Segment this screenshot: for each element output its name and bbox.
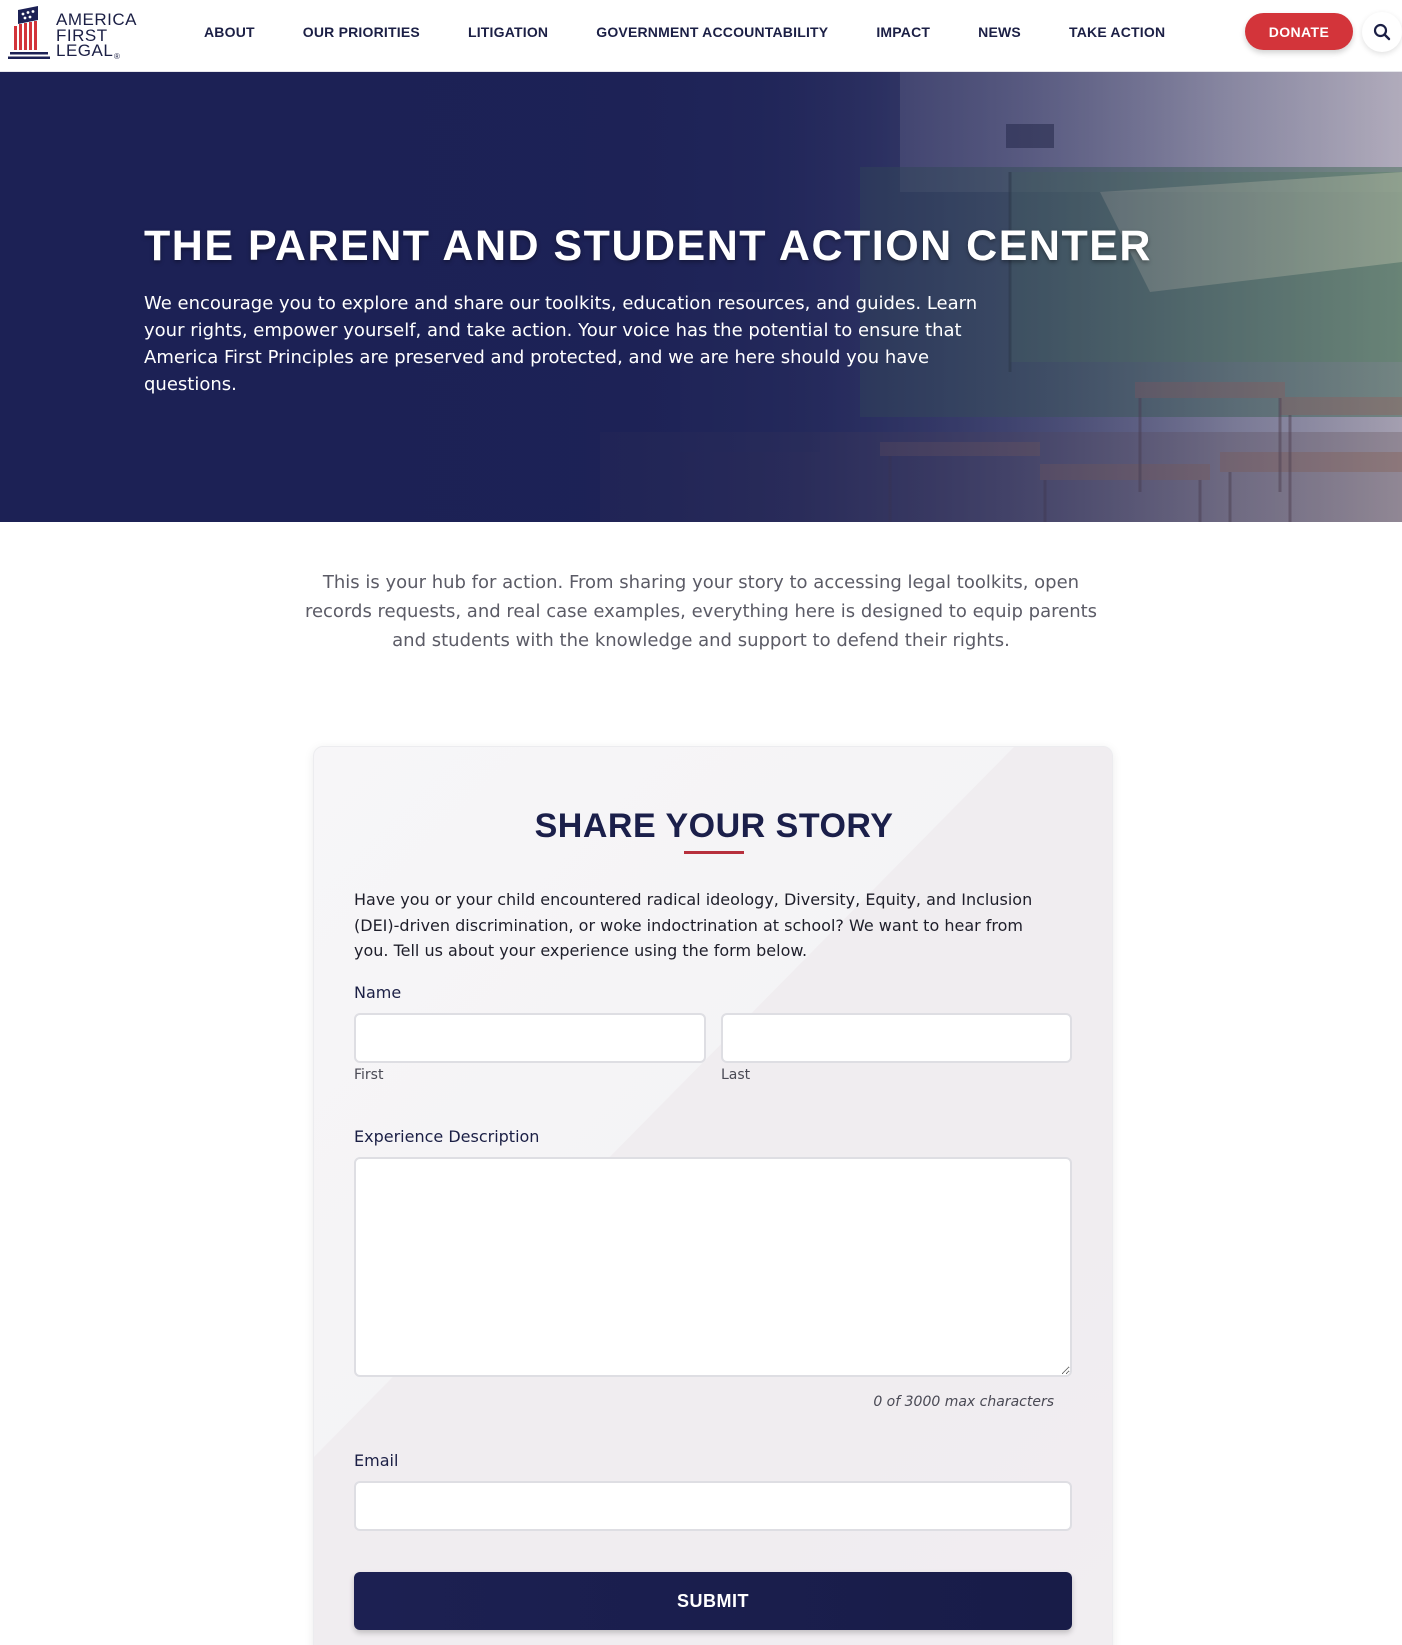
last-name-sublabel: Last xyxy=(721,1067,751,1083)
email-input[interactable] xyxy=(354,1481,1072,1531)
first-name-input[interactable] xyxy=(354,1013,706,1063)
email-label: Email xyxy=(354,1451,399,1470)
form-description: Have you or your child encountered radical ideology, Diversity, Equity, and Inclusion (DEI)-driven discrimination, or woke indoctrination at school? We want to hear from you. Tell us about your experience using the form below. xyxy=(354,890,1033,960)
intro-text: This is your hub for action. From sharing your story to accessing legal toolkits, open records requests, and real case examples, everything here is designed to equip parents and students with the knowledge and support to defend their rights. xyxy=(304,572,1098,651)
character-counter: 0 of 3000 max characters xyxy=(873,1394,1054,1410)
nav-item-our-priorities[interactable]: OUR PRIORITIES xyxy=(302,24,420,40)
donate-button[interactable]: DONATE xyxy=(1245,13,1353,50)
nav-item-take-action[interactable]: TAKE ACTION xyxy=(1068,24,1166,40)
submit-button[interactable]: SUBMIT xyxy=(354,1572,1072,1630)
experience-label: Experience Description xyxy=(354,1127,540,1146)
nav-item-news[interactable]: NEWS xyxy=(978,24,1021,40)
registered-mark: ® xyxy=(114,52,120,61)
logo-line-2: FIRST xyxy=(56,25,108,45)
hero-title: THE PARENT AND STUDENT ACTION CENTER xyxy=(144,222,1152,270)
share-story-form-card xyxy=(313,746,1113,1645)
site-header xyxy=(0,0,1402,72)
experience-description-textarea[interactable] xyxy=(354,1157,1072,1377)
search-icon xyxy=(1373,23,1391,41)
nav-item-about[interactable]: ABOUT xyxy=(204,24,255,40)
nav-item-litigation[interactable]: LITIGATION xyxy=(467,24,549,40)
logo-line-1: AMERICA xyxy=(56,10,137,29)
site-logo[interactable] xyxy=(8,4,140,62)
search-button[interactable] xyxy=(1362,12,1402,52)
logo-line-3: LEGAL xyxy=(56,41,114,60)
hero-banner xyxy=(0,72,1402,522)
main-nav xyxy=(180,0,1189,64)
name-label: Name xyxy=(354,983,402,1002)
title-underline xyxy=(684,851,744,854)
last-name-input[interactable] xyxy=(721,1013,1072,1063)
logo-flag-icon xyxy=(8,4,50,60)
nav-item-impact[interactable]: IMPACT xyxy=(876,24,931,40)
first-name-sublabel: First xyxy=(354,1067,384,1083)
hero-description: We encourage you to explore and share our toolkits, education resources, and guides. Learn your rights, empower yourself, and take action. Your voice has the potential to ensure that America First Principles are preserved and protected, and we are here should you have questions. xyxy=(144,293,978,395)
form-title: SHARE YOUR STORY xyxy=(534,807,894,845)
nav-item-government-accountability[interactable]: GOVERNMENT ACCOUNTABILITY xyxy=(596,24,829,40)
logo-wordmark xyxy=(56,12,137,59)
